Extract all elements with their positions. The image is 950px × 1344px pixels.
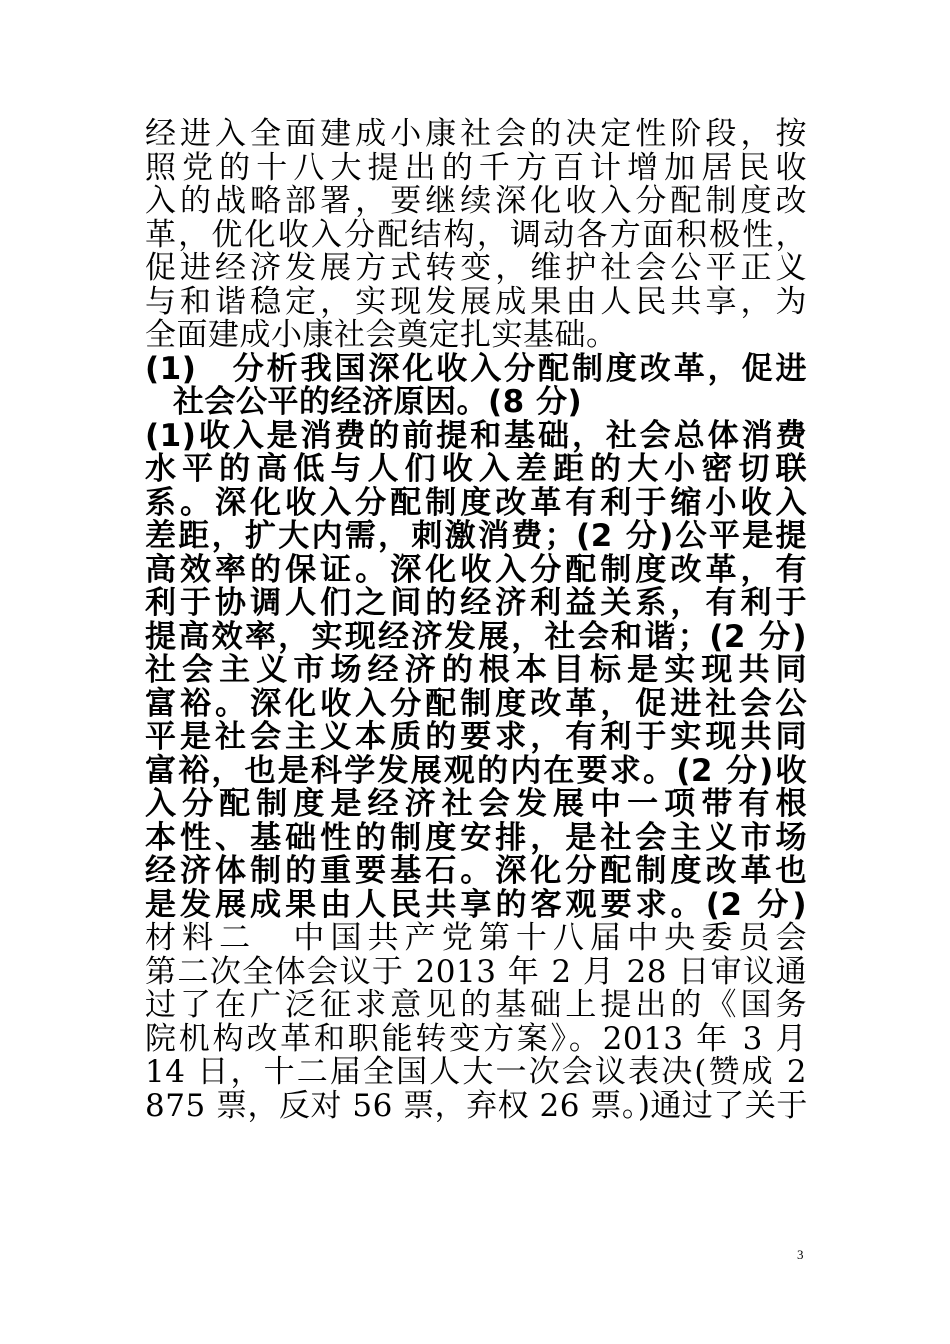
text-line: 入的战略部署，要继续深化收入分配制度改	[145, 183, 807, 219]
answer-line: 平是社会主义本质的要求，有利于实现共同	[145, 719, 807, 755]
text-line: 革，优化收入分配结构，调动各方面积极性，	[145, 216, 807, 253]
page-number: 3	[797, 1247, 804, 1262]
material-line: 14 日，十二届全国人大一次会议表决(赞成 2	[145, 1054, 807, 1090]
answer-line: 本性、基础性的制度安排，是社会主义市场	[145, 819, 807, 856]
material-line: 院机构改革和职能转变方案》。2013 年 3 月	[145, 1020, 807, 1057]
answer-line: 经济体制的重要基石。深化分配制度改革也	[145, 853, 807, 889]
text-line: 促进经济发展方式转变，维护社会公平正义	[145, 250, 807, 286]
material-two-paragraph	[145, 922, 807, 1123]
intro-paragraph	[145, 118, 807, 353]
answer-line: 高效率的保证。深化收入分配制度改革，有	[145, 551, 807, 588]
answer-line: 水平的高低与人们收入差距的大小密切联	[145, 451, 807, 487]
text-line: 经进入全面建成小康社会的决定性阶段，按	[145, 116, 807, 152]
answer-line: 利于协调人们之间的经济利益关系，有利于	[145, 585, 807, 621]
question-paragraph	[145, 350, 807, 420]
question-line: 社会公平的经济原因。(8 分)	[173, 384, 583, 420]
material-line: 过了在广泛征求意见的基础上提出的《国务	[145, 987, 807, 1023]
answer-line: 社会主义市场经济的根本目标是实现共同	[145, 652, 807, 688]
material-line: 第二次全体会议于 2013 年 2 月 28 日审议通	[145, 953, 807, 990]
answer-line: (1)收入是消费的前提和基础，社会总体消费	[145, 417, 807, 454]
text-line: 与和谐稳定，实现发展成果由人民共享，为	[145, 283, 807, 320]
material-line: 材料二 中国共产党第十八届中央委员会	[145, 920, 807, 956]
answer-line: 差距，扩大内需，刺激消费；(2 分)公平是提	[145, 518, 807, 554]
answer-line: 是发展成果由人民共享的客观要求。(2 分)	[145, 886, 807, 923]
answer-line: 富裕。深化收入分配制度改革，促进社会公	[145, 685, 807, 722]
answer-line: 提高效率，实现经济发展，社会和谐；(2 分)	[145, 618, 807, 655]
text-line: 照党的十八大提出的千方百计增加居民收	[145, 149, 807, 186]
text-line: 全面建成小康社会奠定扎实基础。	[145, 317, 618, 353]
answer-paragraph	[145, 417, 807, 923]
answer-line: 入分配制度是经济社会发展中一项带有根	[145, 786, 807, 822]
material-line: 875 票，反对 56 票，弃权 26 票。)通过了关于	[145, 1087, 808, 1124]
document-page	[145, 118, 807, 1123]
answer-line: 系。深化收入分配制度改革有利于缩小收入	[145, 484, 807, 521]
answer-line: 富裕，也是科学发展观的内在要求。(2 分)收	[145, 752, 807, 789]
question-line: (1) 分析我国深化收入分配制度改革，促进	[145, 350, 807, 387]
